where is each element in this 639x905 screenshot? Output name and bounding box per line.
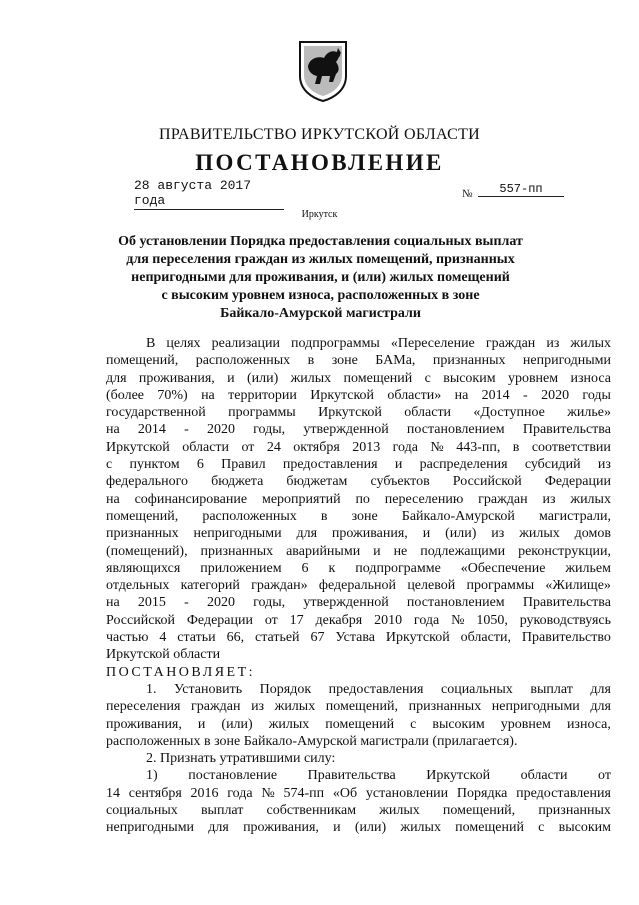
body-line: 1. Установить Порядок предоставления социальных выплат для <box>146 681 611 697</box>
body-line: отдельных категорий граждан» федеральной целевой программы «Жилище» <box>106 578 611 594</box>
title-line: для переселения граждан из жилых помещений, признанных <box>126 252 515 267</box>
body-line: признанных непригодными для проживания, и (или) из жилых домов <box>106 526 611 542</box>
government-name: ПРАВИТЕЛЬСТВО ИРКУТСКОЙ ОБЛАСТИ <box>158 126 481 143</box>
body-line: ПОСТАНОВЛЯЕТ: <box>106 664 256 680</box>
body-line: частью 4 статьи 66, статьей 67 Устава Иркутской области, Правительство <box>106 630 611 646</box>
body-line: Иркутской области от 24 октября 2013 года № 443-пп, в соответствии <box>106 439 611 455</box>
body-line: Российской Федерации от 17 декабря 2010 года № 1050, руководствуясь <box>106 612 611 628</box>
body-line: проживания, и (или) жилых помещений с высоким уровнем износа, <box>106 716 611 732</box>
title-line: Байкало-Амурской магистрали <box>220 306 421 321</box>
body-line: (помещений), признанных аварийными и не подлежащими реконструкции, <box>106 543 611 559</box>
title-line: непригодными для проживания, и (или) жилых помещений <box>131 270 510 285</box>
body-line: Иркутской области <box>106 647 221 663</box>
body-line: расположенных в зоне Байкало-Амурской магистрали (прилагается). <box>106 733 518 749</box>
document-title <box>118 233 523 323</box>
body-line: переселения граждан из жилых помещений, признанных непригодными для <box>106 699 611 715</box>
body-line: помещений, расположенных в зоне Байкало-Амурской магистрали, <box>106 508 611 524</box>
body-line: 2. Признать утратившими силу: <box>146 751 336 767</box>
irkutsk-coat-of-arms-icon <box>296 38 350 102</box>
document-number: 557-пп <box>478 182 564 197</box>
body-line: государственной программы Иркутской области «Доступное жилье» <box>106 405 611 421</box>
body-line: на 2015 - 2020 годы, утвержденной постановлением Правительства <box>106 595 611 611</box>
body-line: В целях реализации подпрограммы «Переселение граждан из жилых <box>146 336 611 351</box>
body-line: 1) постановление Правительства Иркутской области от <box>146 768 611 784</box>
number-sign: № <box>462 188 473 200</box>
body-line: являющихся приложением 6 к подпрограмме «Обеспечение жильем <box>106 560 611 576</box>
city: Иркутск <box>301 209 338 220</box>
title-line: с высоким уровнем износа, расположенных в зоне <box>161 288 480 303</box>
body-line: помещений, расположенных в зоне БАМа, признанных непригодными <box>106 353 611 369</box>
body-line: на софинансирование мероприятий по переселению граждан из жилых <box>106 491 611 507</box>
document-type: ПОСТАНОВЛЕНИЕ <box>195 150 444 175</box>
body-line: для проживания, и (или) жилых помещений с высоким уровнем износа <box>106 370 611 386</box>
document-date: 28 августа 2017 года <box>134 178 284 210</box>
body-line: непригодными для проживания, и (или) жилых помещений с высоким <box>106 820 611 836</box>
body-line: с пунктом 6 Правил предоставления и распределения субсидий из <box>106 457 611 473</box>
body-line: социальных выплат собственникам жилых помещений, признанных <box>106 803 611 819</box>
body-line: федерального бюджета бюджетам субъектов Российской Федерации <box>106 474 611 490</box>
document-body <box>106 335 611 837</box>
body-line: на 2014 - 2020 годы, утвержденной постановлением Правительства <box>106 422 611 438</box>
title-line: Об установлении Порядка предоставления социальных выплат <box>118 234 523 249</box>
body-line: (более 70%) на территории Иркутской области» на 2014 - 2020 годы <box>106 387 611 403</box>
body-line: 14 сентября 2016 года № 574-пп «Об установлении Порядка предоставления <box>106 785 611 801</box>
